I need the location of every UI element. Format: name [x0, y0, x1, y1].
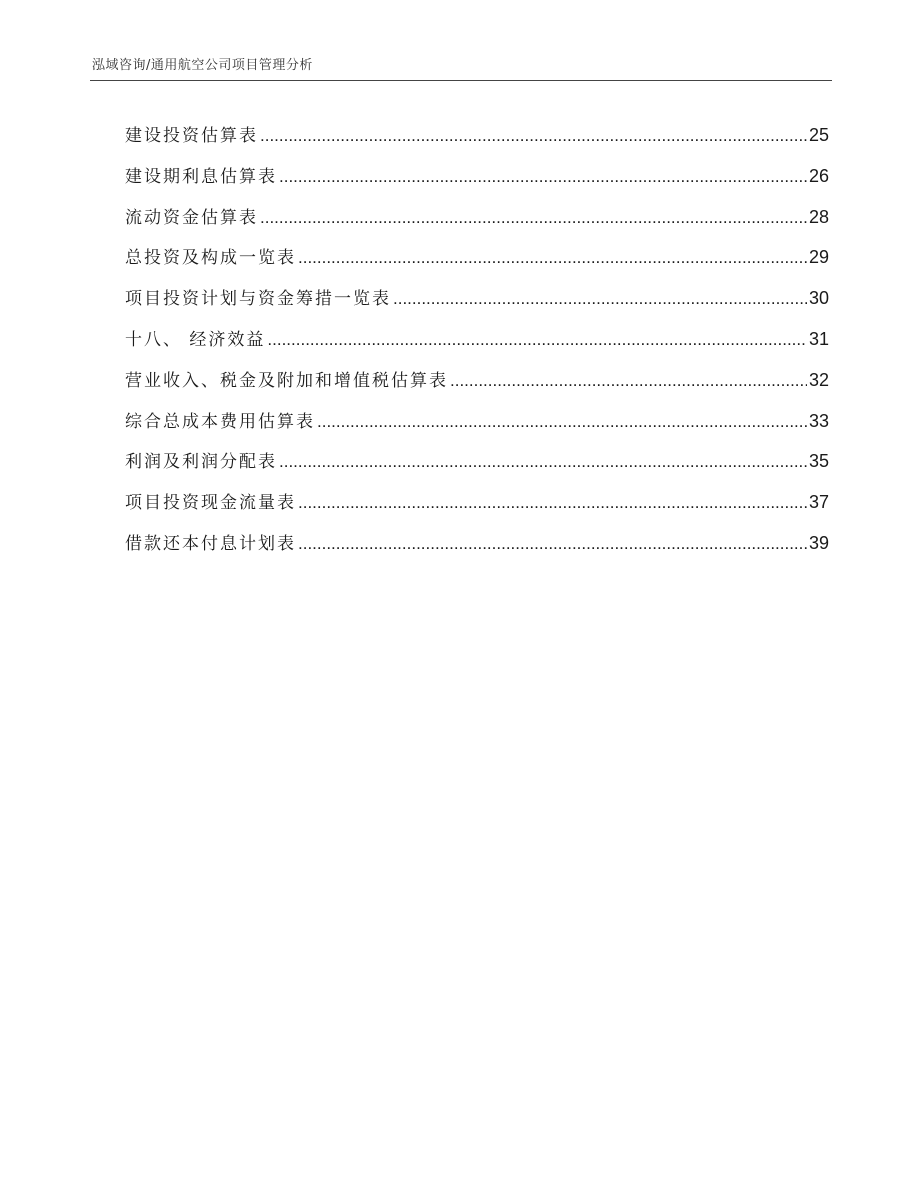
toc-dot-leader: [298, 531, 807, 557]
toc-dot-leader: [393, 286, 807, 312]
toc-entry[interactable]: [125, 122, 829, 163]
toc-entry[interactable]: [125, 244, 829, 285]
toc-entry-page: 29: [808, 247, 829, 268]
toc-entry-page: 39: [808, 532, 829, 553]
toc-entry[interactable]: [125, 530, 829, 571]
toc-entry-page: 32: [808, 369, 829, 390]
toc-entry[interactable]: [125, 326, 829, 367]
toc-dot-leader: [279, 164, 807, 190]
toc-entry-page: 30: [808, 288, 829, 309]
table-of-contents: [125, 122, 829, 571]
toc-entry[interactable]: [125, 448, 829, 489]
toc-entry[interactable]: [125, 367, 829, 408]
toc-dot-leader: [260, 123, 807, 149]
toc-entry-page: 35: [808, 451, 829, 472]
toc-entry-title: 综合总成本费用估算表: [125, 411, 315, 432]
toc-entry-title: 利润及利润分配表: [125, 452, 277, 473]
toc-entry-title: 借款还本付息计划表: [125, 533, 296, 554]
toc-entry-title: 营业收入、税金及附加和增值税估算表: [125, 370, 448, 391]
toc-entry-title: 项目投资现金流量表: [125, 493, 296, 514]
toc-dot-leader: [298, 245, 807, 271]
header-divider: [90, 80, 832, 81]
toc-entry[interactable]: [125, 163, 829, 204]
toc-entry[interactable]: [125, 285, 829, 326]
toc-dot-leader: [450, 368, 807, 394]
toc-entry-page: 28: [808, 206, 829, 227]
toc-entry-title: 总投资及构成一览表: [125, 248, 296, 269]
toc-dot-leader: [317, 409, 807, 435]
toc-entry-page: 31: [808, 328, 829, 349]
toc-dot-leader: [279, 449, 807, 475]
toc-entry-title: 建设投资估算表: [125, 126, 258, 146]
toc-entry-page: 37: [808, 492, 829, 513]
toc-entry[interactable]: [125, 408, 829, 449]
toc-entry-page: 25: [808, 125, 829, 145]
page-header: 泓域咨询/通用航空公司项目管理分析: [92, 58, 313, 73]
toc-entry-title: 十八、 经济效益: [125, 329, 266, 350]
toc-entry-title: 建设期利息估算表: [125, 166, 277, 187]
toc-entry-title: 项目投资计划与资金筹措一览表: [125, 289, 391, 310]
toc-entry[interactable]: [125, 204, 829, 245]
toc-entry-title: 流动资金估算表: [125, 207, 258, 228]
toc-dot-leader: [298, 490, 807, 516]
toc-dot-leader: [267, 327, 807, 353]
toc-entry-page: 33: [808, 410, 829, 431]
toc-entry-page: 26: [808, 165, 829, 186]
toc-dot-leader: [260, 205, 807, 231]
toc-entry[interactable]: [125, 489, 829, 530]
